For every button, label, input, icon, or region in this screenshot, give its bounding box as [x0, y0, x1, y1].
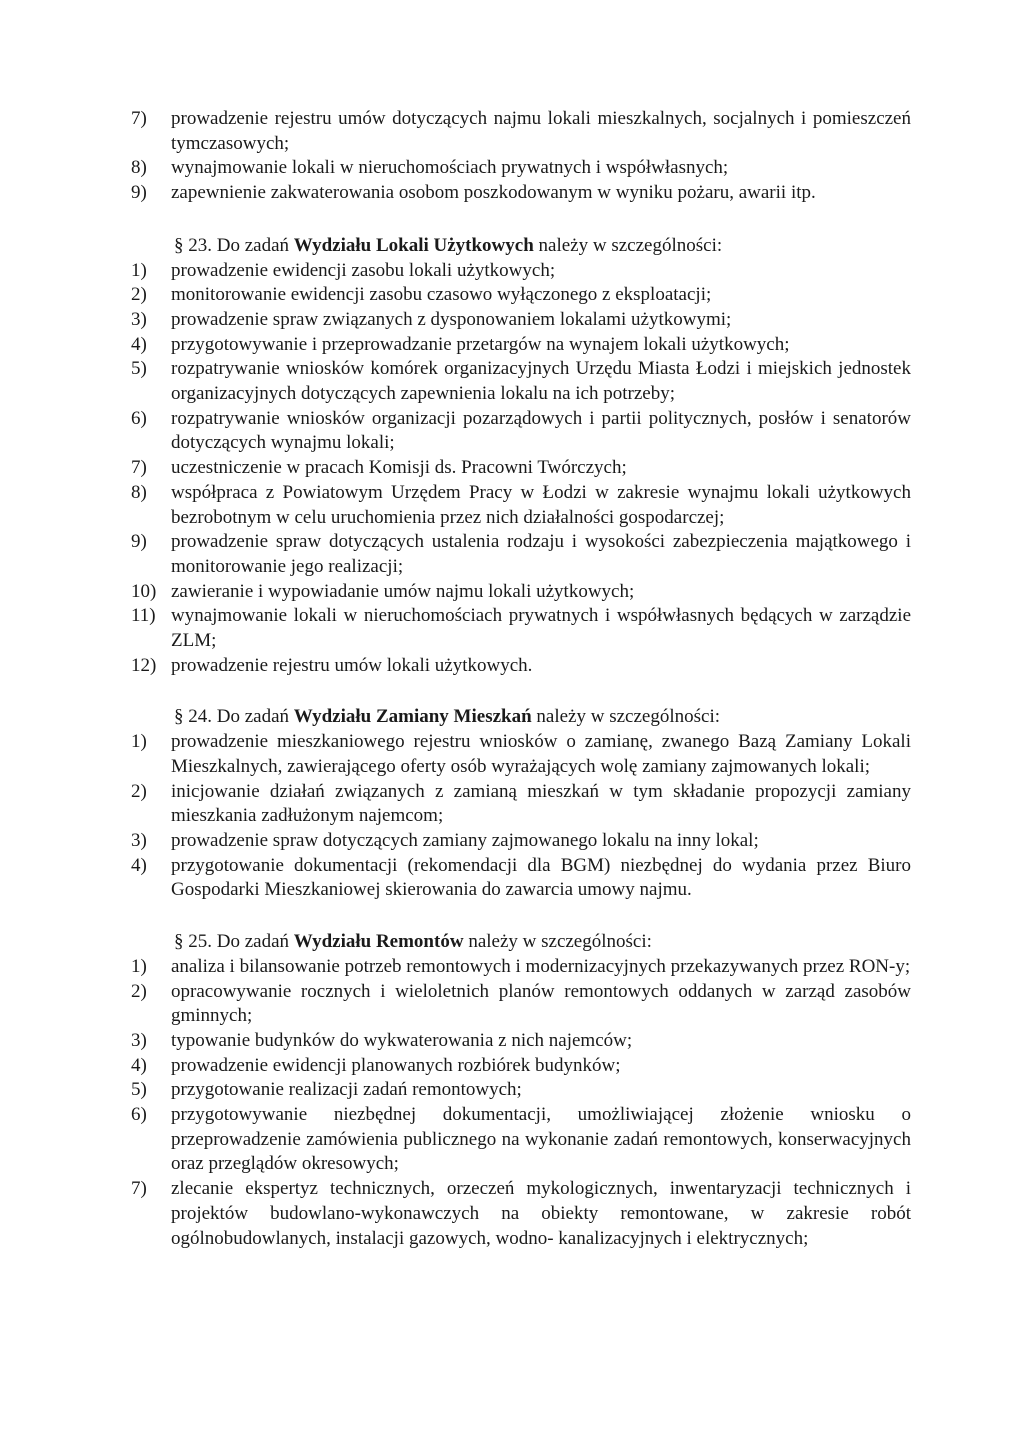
list-item	[131, 481, 911, 530]
list-item	[131, 333, 911, 358]
section-heading	[131, 705, 911, 730]
item-number: 7)	[131, 1178, 147, 1200]
item-text: zlecanie ekspertyz technicznych, orzeczeń mykologicznych, inwentaryzacji technicznych i projektów budowlano-wykonawczych na obiekty remontowane, w zakresie robót ogólnobudowlanych, instalacji gazowych, wodno- kanalizacyjnych i elektrycznych;	[171, 1178, 911, 1249]
item-text: prowadzenie spraw dotyczących zamiany zajmowanego lokalu na inny lokal;	[171, 829, 759, 851]
list-item	[131, 854, 911, 903]
item-text: prowadzenie rejestru umów dotyczących najmu lokali mieszkalnych, socjalnych i pomieszczeń tymczasowych;	[171, 108, 911, 154]
section-heading-department: Wydziału Zamiany Mieszkań	[293, 706, 532, 728]
item-text: analiza i bilansowanie potrzeb remontowych i modernizacyjnych przekazywanych przez RON-y;	[171, 955, 911, 977]
item-number: 7)	[131, 457, 147, 479]
list-item	[131, 780, 911, 829]
item-number: 2)	[131, 980, 147, 1002]
item-number: 4)	[131, 333, 147, 355]
item-text: prowadzenie rejestru umów lokali użytkowych.	[171, 654, 533, 676]
item-text: prowadzenie spraw dotyczących ustalenia rodzaju i wysokości zabezpieczenia majątkowego i monitorowanie jego realizacji;	[171, 531, 911, 577]
document-body	[131, 107, 911, 1251]
item-text: uczestniczenie w pracach Komisji ds. Pracowni Twórczych;	[171, 457, 627, 479]
item-number: 5)	[131, 1079, 147, 1101]
item-number: 5)	[131, 358, 147, 380]
item-number: 9)	[131, 531, 147, 553]
section-list	[131, 730, 911, 903]
list-item	[131, 181, 911, 206]
list-item	[131, 357, 911, 406]
list-item	[131, 156, 911, 181]
item-text: monitorowanie ewidencji zasobu czasowo wyłączonego z eksploatacji;	[171, 284, 712, 306]
item-number: 2)	[131, 284, 147, 306]
item-number: 8)	[131, 481, 147, 503]
item-text: zapewnienie zakwaterowania osobom poszkodowanym w wyniku pożaru, awarii itp.	[171, 182, 816, 204]
item-text: inicjowanie działań związanych z zamianą mieszkań w tym składanie propozycji zamiany mieszkania zadłużonym najemcom;	[171, 780, 911, 827]
continued-list	[131, 107, 911, 206]
section-heading-department: Wydziału Remontów	[293, 931, 464, 953]
section-heading-prefix: § 23. Do zadań	[174, 234, 290, 256]
list-item	[131, 407, 911, 456]
list-item	[131, 1078, 911, 1103]
section-25	[131, 930, 911, 1251]
item-number: 10)	[131, 580, 157, 602]
item-number: 4)	[131, 854, 147, 876]
section-list	[131, 259, 911, 679]
item-number: 1)	[131, 731, 147, 753]
list-item	[131, 955, 911, 980]
item-number: 3)	[131, 829, 147, 851]
section-heading-department: Wydziału Lokali Użytkowych	[293, 234, 534, 256]
item-text: przygotowanie realizacji zadań remontowych;	[171, 1079, 522, 1101]
item-text: zawieranie i wypowiadanie umów najmu lokali użytkowych;	[171, 580, 635, 602]
item-number: 6)	[131, 1104, 147, 1126]
list-item	[131, 259, 911, 284]
list-item	[131, 283, 911, 308]
item-text: prowadzenie ewidencji planowanych rozbiórek budynków;	[171, 1054, 621, 1076]
item-text: prowadzenie ewidencji zasobu lokali użytkowych;	[171, 259, 556, 281]
section-heading-suffix: należy w szczególności:	[536, 706, 720, 728]
item-number: 3)	[131, 1029, 147, 1051]
section-heading-suffix: należy w szczególności:	[538, 234, 723, 256]
list-item	[131, 1029, 911, 1054]
item-text: prowadzenie mieszkaniowego rejestru wniosków o zamianę, zwanego Bazą Zamiany Lokali Mieszkalnych, zawierającego oferty osób wyrażających wolę zamiany zajmowanych lokali;	[171, 731, 911, 777]
list-item	[131, 308, 911, 333]
item-text: rozpatrywanie wniosków komórek organizacyjnych Urzędu Miasta Łodzi i miejskich jednostek organizacyjnych dotyczących zapewnienia lokalu na ich potrzeby;	[171, 358, 911, 405]
item-number: 9)	[131, 182, 147, 204]
item-text: współpraca z Powiatowym Urzędem Pracy w Łodzi w zakresie wynajmu lokali użytkowych bezrobotnym w celu uruchomienia przez nich działalności gospodarczej;	[171, 481, 911, 528]
item-text: przygotowywanie niezbędnej dokumentacji, umożliwiającej złożenie wniosku o przeprowadzenie zamówienia publicznego na wykonanie zadań remontowych, konserwacyjnych oraz przeglądów okresowych;	[171, 1104, 911, 1175]
section-heading	[131, 234, 911, 259]
item-number: 6)	[131, 407, 147, 429]
list-item	[131, 1103, 911, 1177]
item-number: 4)	[131, 1054, 147, 1076]
item-text: wynajmowanie lokali w nieruchomościach prywatnych i współwłasnych będących w zarządzie ZLM;	[171, 605, 911, 652]
list-item	[131, 604, 911, 653]
item-number: 1)	[131, 259, 147, 281]
item-text: typowanie budynków do wykwaterowania z nich najemców;	[171, 1029, 633, 1051]
item-number: 12)	[131, 654, 157, 676]
item-number: 8)	[131, 157, 147, 179]
item-number: 3)	[131, 308, 147, 330]
list-item	[131, 829, 911, 854]
section-heading-suffix: należy w szczególności:	[468, 931, 652, 953]
section-heading	[131, 930, 911, 955]
item-text: opracowywanie rocznych i wieloletnich planów remontowych oddanych w zarząd zasobów gminnych;	[171, 980, 911, 1027]
list-item	[131, 654, 911, 679]
list-item	[131, 980, 911, 1029]
list-item	[131, 530, 911, 579]
list-item	[131, 1054, 911, 1079]
section-heading-prefix: § 25. Do zadań	[174, 931, 290, 953]
list-item	[131, 456, 911, 481]
list-item	[131, 730, 911, 779]
item-text: przygotowanie dokumentacji (rekomendacji dla BGM) niezbędnej do wydania przez Biuro Gospodarki Mieszkaniowej skierowania do zawarcia umowy najmu.	[171, 854, 911, 901]
item-text: przygotowywanie i przeprowadzanie przetargów na wynajem lokali użytkowych;	[171, 333, 790, 355]
list-item	[131, 1177, 911, 1251]
item-number: 2)	[131, 780, 147, 802]
section-24	[131, 705, 911, 903]
item-number: 1)	[131, 955, 147, 977]
list-item	[131, 107, 911, 156]
list-item	[131, 580, 911, 605]
item-text: wynajmowanie lokali w nieruchomościach prywatnych i współwłasnych;	[171, 157, 729, 179]
item-number: 11)	[131, 605, 156, 627]
section-23	[131, 234, 911, 679]
section-list	[131, 955, 911, 1251]
section-heading-prefix: § 24. Do zadań	[174, 706, 290, 728]
item-text: prowadzenie spraw związanych z dysponowaniem lokalami użytkowymi;	[171, 308, 732, 330]
item-text: rozpatrywanie wniosków organizacji pozarządowych i partii politycznych, posłów i senatorów dotyczących wynajmu lokali;	[171, 407, 911, 454]
item-number: 7)	[131, 108, 147, 129]
